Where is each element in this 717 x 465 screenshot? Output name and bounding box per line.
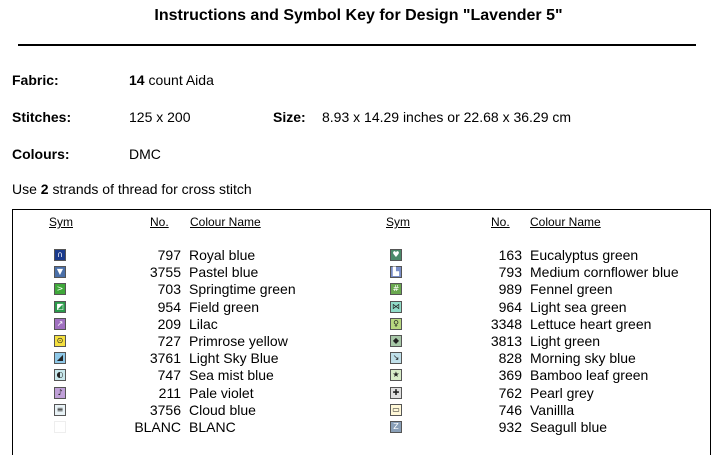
colour-name: Sea mist blue xyxy=(189,367,274,384)
colours-value: DMC xyxy=(129,146,161,162)
colour-name: Eucalyptus green xyxy=(530,247,639,263)
colours-label: Colours: xyxy=(12,146,70,162)
size-value: 8.93 x 14.29 inches or 22.68 x 36.29 cm xyxy=(322,109,572,125)
colour-number: 746 xyxy=(498,401,522,418)
heart-symbol-icon: ♥ xyxy=(390,249,402,261)
colour-number: 747 xyxy=(157,367,181,384)
colour-number: 954 xyxy=(157,298,181,315)
fabric-value xyxy=(129,72,214,88)
strand-count: 2 xyxy=(40,181,49,197)
circle-dot-symbol-icon: ⊙ xyxy=(54,335,66,347)
block-symbol-icon: ▙ xyxy=(390,266,402,278)
colour-number: BLANC xyxy=(134,419,181,435)
z-symbol-icon: Z xyxy=(390,421,402,433)
ring-symbol-icon: ♀ xyxy=(390,318,402,330)
hash-symbol-icon: # xyxy=(390,283,402,295)
star-symbol-icon: ★ xyxy=(390,369,402,381)
colour-number: 3756 xyxy=(149,401,181,418)
colour-number: 989 xyxy=(498,281,522,298)
page-title: Instructions and Symbol Key for Design "Lavender 5" xyxy=(154,7,563,24)
colour-name: Light sea green xyxy=(530,298,627,315)
half-square-symbol-icon: ◩ xyxy=(54,301,66,313)
colour-number: 3755 xyxy=(149,264,181,281)
colour-number: 211 xyxy=(158,384,181,401)
corner-triangle-symbol-icon: ◢ xyxy=(54,352,66,364)
colour-number: 793 xyxy=(498,264,522,281)
arrow-symbol-icon: ↗ xyxy=(54,318,66,330)
colour-name: Cloud blue xyxy=(189,401,256,418)
colour-name: Pearl grey xyxy=(530,384,594,401)
colour-number: 3813 xyxy=(490,333,522,349)
fabric-type: count Aida xyxy=(144,72,214,88)
colour-number: 762 xyxy=(498,384,522,401)
size-label: Size: xyxy=(273,109,306,125)
note-symbol-icon: ♪ xyxy=(54,387,66,399)
triangle-down-symbol-icon: ▼ xyxy=(54,266,66,278)
colour-number: 703 xyxy=(157,281,181,298)
chevron-symbol-icon: > xyxy=(54,283,66,295)
fabric-label: Fabric: xyxy=(12,72,59,88)
colour-name: Primrose yellow xyxy=(189,333,288,349)
colour-number: 3348 xyxy=(490,315,522,332)
bowtie-symbol-icon: ⋈ xyxy=(392,301,400,311)
lines-symbol-icon: ≡ xyxy=(54,404,66,416)
colour-name: Field green xyxy=(189,298,260,315)
colour-number: 797 xyxy=(157,247,181,263)
colour-number: 727 xyxy=(157,333,181,349)
half-circle-symbol-icon: ◐ xyxy=(54,369,66,381)
colour-number: 964 xyxy=(498,298,522,315)
colour-name: Bamboo leaf green xyxy=(530,367,649,384)
colour-name: Medium cornflower blue xyxy=(530,264,679,281)
colour-name: Pale violet xyxy=(189,384,254,401)
colour-number: 828 xyxy=(498,350,522,367)
colour-name: Fennel green xyxy=(530,281,613,298)
stitches-label: Stitches: xyxy=(12,109,72,125)
instruction-pre: Use xyxy=(12,181,41,197)
colour-name: Light green xyxy=(530,333,601,349)
colour-number: 209 xyxy=(157,315,181,332)
colour-name: Lilac xyxy=(189,315,218,332)
colour-name: Morning sky blue xyxy=(530,350,636,367)
colour-number: 932 xyxy=(498,419,522,435)
fabric-count: 14 xyxy=(129,72,145,88)
colour-name: Pastel blue xyxy=(189,264,259,281)
instruction-post: strands of thread for cross stitch xyxy=(48,181,252,197)
left-no-header: No. xyxy=(150,215,169,229)
colour-name: Vanillla xyxy=(530,401,575,418)
stitches-value: 125 x 200 xyxy=(129,109,191,125)
right-no-header: No. xyxy=(491,215,510,229)
rectangle-symbol-icon: ▭ xyxy=(390,404,402,416)
colour-name: Light Sky Blue xyxy=(189,350,279,367)
right-name-header: Colour Name xyxy=(530,215,601,229)
colour-number: 163 xyxy=(498,247,522,263)
left-name-header: Colour Name xyxy=(190,215,261,229)
colour-number: 369 xyxy=(498,367,522,384)
colour-number: 3761 xyxy=(149,350,181,367)
colour-name: Royal blue xyxy=(189,247,256,263)
title-divider xyxy=(18,44,696,46)
blank-symbol-icon xyxy=(54,421,66,433)
plus-symbol-icon: ✚ xyxy=(390,387,402,399)
diagonal-arrow-symbol-icon: ↘ xyxy=(390,352,402,364)
colour-name: Lettuce heart green xyxy=(530,315,652,332)
right-sym-header: Sym xyxy=(386,215,410,229)
colour-name: Seagull blue xyxy=(530,419,608,435)
left-sym-header: Sym xyxy=(49,215,73,229)
arch-symbol-icon: ∩ xyxy=(54,249,66,261)
diamond-symbol-icon: ◆ xyxy=(390,335,402,347)
instruction-text xyxy=(12,181,252,197)
colour-name: BLANC xyxy=(189,419,236,435)
colour-name: Springtime green xyxy=(189,281,296,298)
